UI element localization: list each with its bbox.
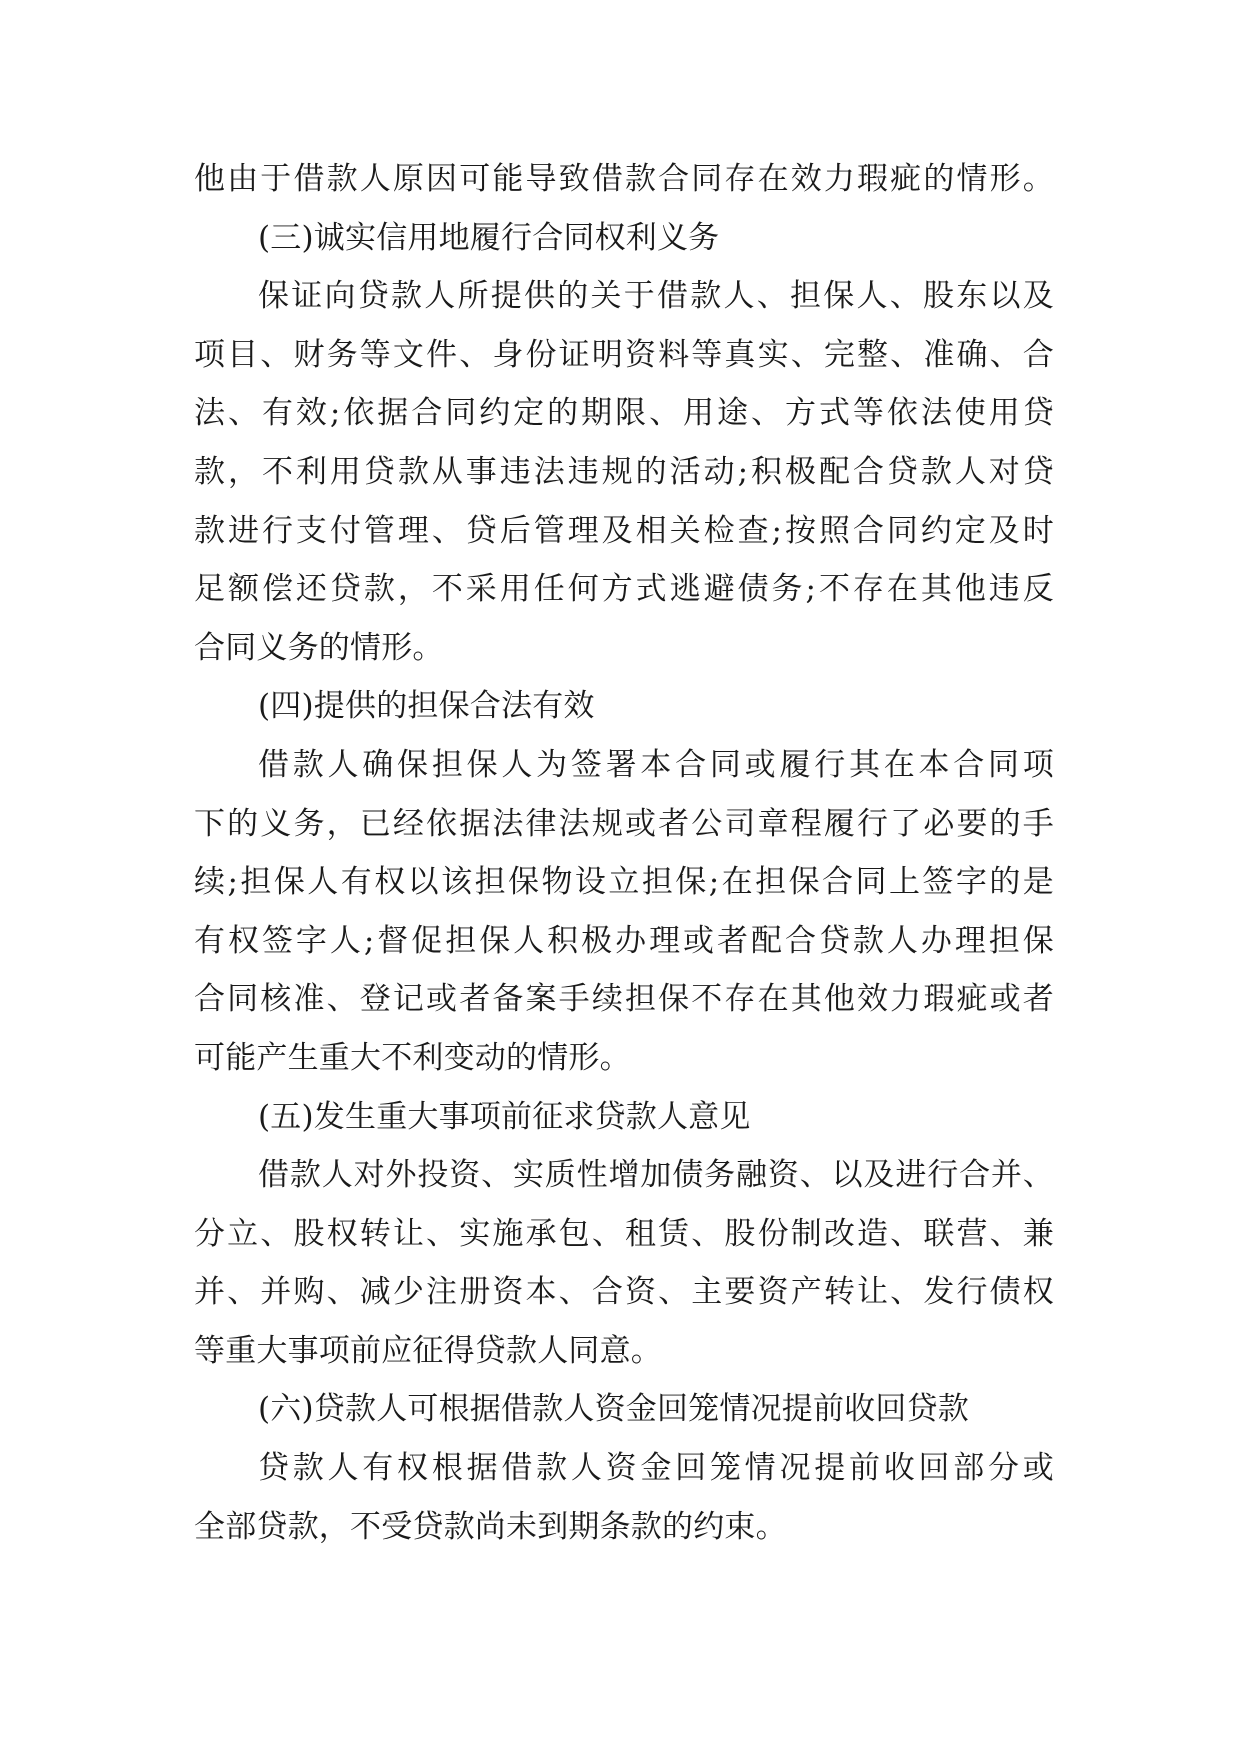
text-line: 他由于借款人原因可能导致借款合同存在效力瑕疵的情形。	[194, 161, 1054, 197]
section-heading: (三)诚实信用地履行合同权利义务	[258, 219, 720, 256]
text-line: 法、有效;依据合同约定的期限、用途、方式等依法使用贷	[194, 395, 1054, 432]
text-line: 可能产生重大不利变动的情形。	[194, 1039, 631, 1076]
text-line: 并、并购、减少注册资本、合资、主要资产转让、发行债权	[194, 1274, 1054, 1311]
text-line: 下的义务，已经依据法律法规或者公司章程履行了必要的手	[194, 805, 1054, 842]
document-page	[194, 150, 1054, 1556]
text-line: 有权签字人;督促担保人积极办理或者配合贷款人办理担保	[194, 922, 1054, 959]
text-line: 贷款人有权根据借款人资金回笼情况提前收回部分或	[258, 1450, 1054, 1487]
text-line: 分立、股权转让、实施承包、租赁、股份制改造、联营、兼	[194, 1215, 1054, 1252]
text-line: 项目、财务等文件、身份证明资料等真实、完整、准确、合	[194, 336, 1054, 373]
text-line: 借款人对外投资、实质性增加债务融资、以及进行合并、	[258, 1157, 1054, 1194]
text-line: 合同义务的情形。	[194, 629, 444, 666]
text-line: 借款人确保担保人为签署本合同或履行其在本合同项	[258, 746, 1054, 783]
text-line: 等重大事项前应征得贷款人同意。	[194, 1332, 662, 1369]
section-heading: (六)贷款人可根据借款人资金回笼情况提前收回贷款	[258, 1391, 969, 1428]
text-line: 全部贷款，不受贷款尚未到期条款的约束。	[194, 1508, 787, 1545]
section-heading: (五)发生重大事项前征求贷款人意见	[258, 1098, 751, 1135]
text-line: 合同核准、登记或者备案手续担保不存在其他效力瑕疵或者	[194, 981, 1054, 1018]
text-line: 续;担保人有权以该担保物设立担保;在担保合同上签字的是	[194, 864, 1054, 901]
text-line: 保证向贷款人所提供的关于借款人、担保人、股东以及	[258, 278, 1054, 315]
text-line: 款，不利用贷款从事违法违规的活动;积极配合贷款人对贷	[194, 453, 1054, 490]
text-line: 款进行支付管理、贷后管理及相关检查;按照合同约定及时	[194, 512, 1054, 549]
text-line: 足额偿还贷款，不采用任何方式逃避债务;不存在其他违反	[194, 571, 1054, 608]
section-heading: (四)提供的担保合法有效	[258, 688, 595, 725]
